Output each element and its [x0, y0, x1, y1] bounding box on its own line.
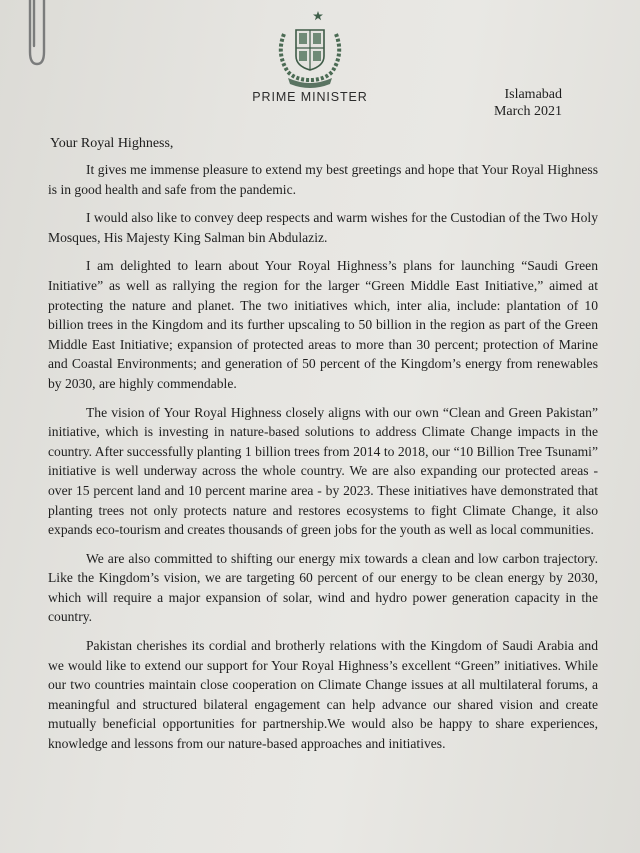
office-title: PRIME MINISTER [252, 90, 368, 104]
paperclip-icon [24, 0, 50, 70]
salutation: Your Royal Highness, [50, 136, 174, 151]
place-date-block [494, 86, 562, 120]
place: Islamabad [504, 87, 562, 102]
paragraph: I would also like to convey deep respects and warm wishes for the Custodian of the Two Holy Mosques, His Majesty King Salman bin Abdulaziz. [48, 210, 598, 245]
state-emblem-icon [274, 8, 346, 88]
paragraph: The vision of Your Royal Highness closely aligns with our own “Clean and Green Pakistan” initiative, which is investing in nature-based solutions to address Climate Change impacts in the country. After successfully planting 1 billion trees from 2014 to 2018, our “10 Billion Tree Tsunami” initiative is well underway across the whole country. We are also expanding our protected areas - over 15 percent land and 10 percent marine area - by 2023. These initiatives have demonstrated that planting trees not only protects nature and restores ecosystems to fight Climate Change, it also expands eco-tourism and creates thousands of green jobs for the youth as well as local communities. [48, 404, 598, 538]
date: March 2021 [493, 104, 562, 119]
letter-body [48, 160, 598, 763]
paragraph: Pakistan cherishes its cordial and brotherly relations with the Kingdom of Saudi Arabia and we would like to extend our support for Your Royal Highness’s excellent “Green” initiatives. While our two countries maintain close cooperation on Climate Change issues at all multilateral forums, a meaningful and structured bilateral engagement can help advance our shared vision and create mutually beneficial opportunities for partnership.We would also be happy to share experiences, knowledge and lessons from our nature-based approaches and initiatives. [48, 638, 598, 752]
paragraph: I am delighted to learn about Your Royal Highness’s plans for launching “Saudi Green Initiative” as well as rallying the region for the larger “Green Middle East Initiative,” aimed at protecting the nature and planet. The two initiatives which, inter alia, include: plantation of 10 billion trees in the Kingdom and its further upscaling to 50 billion in the region as part of the Green Middle East Initiative; expansion of protected areas to more than 30 percent; protection of Marine and Coastal Environments; and generation of 50 percent of the Kingdom’s energy from renewables by 2030, are highly commendable. [48, 258, 598, 391]
paragraph: It gives me immense pleasure to extend my best greetings and hope that Your Royal Highness is in good health and safe from the pandemic. [48, 162, 598, 197]
paragraph: We are also committed to shifting our energy mix towards a clean and low carbon trajectory. Like the Kingdom’s vision, we are targeting 60 percent of our energy to be clean energy by 2030, which will require a major expansion of solar, wind and hydro power generation capacity in the country. [48, 550, 598, 625]
